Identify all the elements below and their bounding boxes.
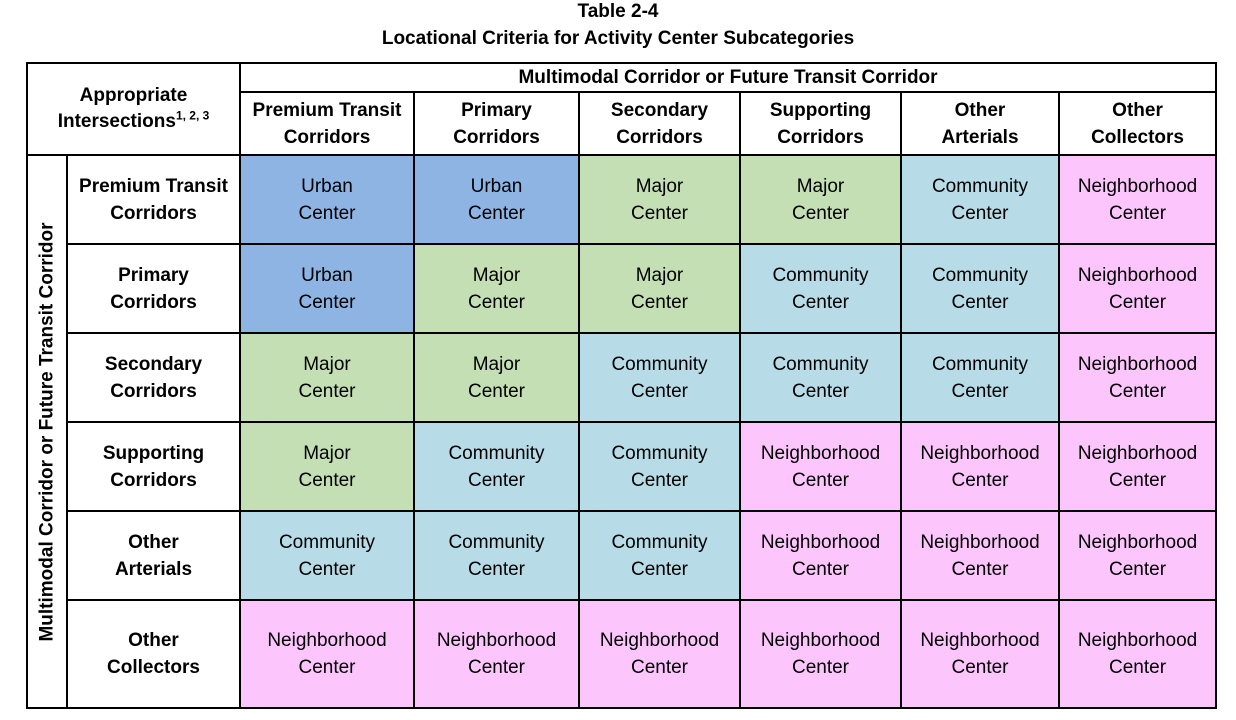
criteria-table bbox=[26, 62, 1217, 709]
column-header bbox=[579, 92, 740, 155]
center-cell-line2: Center bbox=[630, 469, 689, 491]
center-cell-neighborhood bbox=[1059, 244, 1216, 333]
center-cell-neighborhood bbox=[901, 422, 1059, 511]
center-cell-line1: Neighborhood bbox=[920, 442, 1040, 464]
center-cell-line1: Urban bbox=[301, 264, 353, 286]
center-cell-urban bbox=[240, 244, 414, 333]
column-group-header: Multimodal Corridor or Future Transit Corridor bbox=[240, 63, 1216, 92]
center-cell-neighborhood bbox=[1059, 422, 1216, 511]
corner-footnotes: 1, 2, 3 bbox=[175, 108, 210, 123]
center-cell-community bbox=[414, 511, 579, 600]
center-cell-line2: Center bbox=[791, 291, 850, 313]
center-cell-line1: Major bbox=[635, 264, 684, 286]
center-cell-line1: Neighborhood bbox=[760, 442, 881, 464]
center-cell-line2: Center bbox=[467, 380, 526, 402]
center-cell-line2: Center bbox=[630, 291, 689, 313]
center-cell-line2: Center bbox=[467, 291, 526, 313]
row-header bbox=[67, 422, 240, 511]
center-cell-line2: Center bbox=[791, 558, 850, 580]
center-cell-major bbox=[414, 244, 579, 333]
column-header-line2: Collectors bbox=[1091, 126, 1184, 148]
corner-line2 bbox=[28, 109, 239, 135]
row-header bbox=[67, 155, 240, 244]
center-cell-line2: Center bbox=[951, 469, 1009, 491]
center-cell-line1: Major bbox=[303, 442, 351, 464]
center-cell-line2: Center bbox=[951, 657, 1009, 678]
center-cell-line2: Center bbox=[951, 202, 1009, 224]
corner-line2-text: Intersections bbox=[57, 111, 176, 132]
center-cell-urban bbox=[414, 155, 579, 244]
center-cell-neighborhood bbox=[901, 600, 1059, 708]
center-cell-line1: Community bbox=[448, 531, 545, 553]
center-cell-line1: Major bbox=[303, 353, 351, 375]
center-cell-line1: Community bbox=[611, 442, 708, 464]
row-header-line2: Arterials bbox=[114, 558, 193, 580]
column-header-line2: Corridors bbox=[283, 126, 371, 148]
center-cell-line1: Community bbox=[611, 531, 708, 553]
table-row bbox=[27, 244, 1216, 333]
column-header bbox=[740, 92, 901, 155]
center-cell-line2: Center bbox=[467, 469, 526, 491]
corner-line1: Appropriate bbox=[79, 85, 188, 106]
column-header-line2: Corridors bbox=[616, 126, 703, 148]
center-cell-community bbox=[901, 244, 1059, 333]
center-cell-major bbox=[240, 333, 414, 422]
center-cell-line1: Community bbox=[278, 531, 376, 553]
center-cell-neighborhood bbox=[1059, 600, 1216, 708]
table-row bbox=[27, 155, 1216, 244]
center-cell-line2: Center bbox=[791, 469, 850, 491]
center-cell-line1: Community bbox=[611, 353, 708, 375]
center-cell-line2: Center bbox=[298, 202, 356, 224]
column-header bbox=[901, 92, 1059, 155]
corner-header bbox=[27, 63, 240, 155]
row-header-line1: Premium Transit bbox=[79, 175, 228, 197]
center-cell-community bbox=[579, 511, 740, 600]
center-cell-line1: Neighborhood bbox=[1077, 630, 1198, 651]
column-header bbox=[240, 92, 414, 155]
center-cell-line2: Center bbox=[791, 202, 850, 224]
center-cell-neighborhood bbox=[1059, 155, 1216, 244]
center-cell-neighborhood bbox=[1059, 511, 1216, 600]
row-header-line1: Other bbox=[128, 630, 179, 651]
center-cell-urban bbox=[240, 155, 414, 244]
center-cell-major bbox=[579, 155, 740, 244]
center-cell-line2: Center bbox=[951, 380, 1009, 402]
center-cell-line2: Center bbox=[1109, 657, 1167, 678]
column-header-line2: Corridors bbox=[453, 126, 540, 148]
table-row bbox=[27, 600, 1216, 708]
center-cell-line2: Center bbox=[298, 558, 356, 580]
center-cell-community bbox=[901, 333, 1059, 422]
center-cell-line1: Major bbox=[796, 175, 845, 197]
row-header-line2: Corridors bbox=[110, 469, 197, 491]
center-cell-line2: Center bbox=[467, 558, 526, 580]
center-cell-community bbox=[901, 155, 1059, 244]
center-cell-line1: Major bbox=[472, 353, 521, 375]
center-cell-line2: Center bbox=[791, 380, 850, 402]
center-cell-line1: Neighborhood bbox=[760, 531, 881, 553]
center-cell-line1: Neighborhood bbox=[436, 630, 557, 651]
row-header-line2: Collectors bbox=[107, 657, 200, 678]
center-cell-line2: Center bbox=[630, 380, 689, 402]
table-title: Locational Criteria for Activity Center Subcategories bbox=[381, 28, 855, 49]
center-cell-line1: Neighborhood bbox=[920, 630, 1040, 651]
center-cell-line2: Center bbox=[951, 558, 1009, 580]
center-cell-major bbox=[414, 333, 579, 422]
center-cell-neighborhood bbox=[740, 511, 901, 600]
center-cell-line2: Center bbox=[1109, 202, 1167, 224]
center-cell-line1: Urban bbox=[470, 175, 523, 197]
center-cell-line2: Center bbox=[467, 657, 526, 678]
center-cell-line2: Center bbox=[791, 657, 850, 678]
center-cell-major bbox=[579, 244, 740, 333]
table-number: Table 2-4 bbox=[577, 1, 659, 22]
row-header bbox=[67, 244, 240, 333]
column-header-line1: Secondary bbox=[610, 99, 709, 121]
row-header-line2: Corridors bbox=[110, 202, 197, 224]
center-cell-line1: Community bbox=[448, 442, 545, 464]
center-cell-line1: Neighborhood bbox=[1077, 264, 1198, 286]
center-cell-neighborhood bbox=[740, 422, 901, 511]
row-header-line2: Corridors bbox=[110, 291, 197, 313]
center-cell-line1: Neighborhood bbox=[1077, 353, 1198, 375]
row-header-line1: Other bbox=[128, 531, 179, 553]
center-cell-neighborhood bbox=[1059, 333, 1216, 422]
column-header-line1: Premium Transit bbox=[252, 99, 402, 121]
center-cell-line1: Community bbox=[931, 264, 1029, 286]
row-header-line1: Secondary bbox=[104, 353, 203, 375]
row-header-line1: Primary bbox=[118, 264, 189, 286]
row-header bbox=[67, 511, 240, 600]
center-cell-community bbox=[740, 244, 901, 333]
center-cell-line2: Center bbox=[1109, 469, 1167, 491]
column-header-line2: Arterials bbox=[941, 126, 1019, 148]
center-cell-major bbox=[240, 422, 414, 511]
center-cell-line2: Center bbox=[1109, 380, 1167, 402]
center-cell-community bbox=[240, 511, 414, 600]
center-cell-line2: Center bbox=[298, 657, 356, 678]
center-cell-line2: Center bbox=[467, 202, 526, 224]
center-cell-line1: Community bbox=[772, 353, 869, 375]
center-cell-community bbox=[414, 422, 579, 511]
row-header-line1: Supporting bbox=[102, 442, 205, 464]
center-cell-neighborhood bbox=[901, 511, 1059, 600]
center-cell-line2: Center bbox=[951, 291, 1009, 313]
row-header bbox=[67, 600, 240, 708]
center-cell-neighborhood bbox=[414, 600, 579, 708]
column-header bbox=[414, 92, 579, 155]
center-cell-line1: Community bbox=[931, 175, 1029, 197]
center-cell-community bbox=[579, 333, 740, 422]
center-cell-line2: Center bbox=[298, 380, 356, 402]
table-row bbox=[27, 511, 1216, 600]
table-row bbox=[27, 422, 1216, 511]
center-cell-line2: Center bbox=[1109, 291, 1167, 313]
column-header-line1: Primary bbox=[461, 99, 532, 121]
center-cell-line1: Urban bbox=[301, 175, 353, 197]
center-cell-line1: Neighborhood bbox=[1077, 531, 1198, 553]
center-cell-neighborhood bbox=[240, 600, 414, 708]
column-header-line1: Other bbox=[1112, 99, 1163, 121]
center-cell-major bbox=[740, 155, 901, 244]
row-header-line2: Corridors bbox=[110, 380, 197, 402]
center-cell-neighborhood bbox=[579, 600, 740, 708]
center-cell-line2: Center bbox=[298, 469, 356, 491]
center-cell-line2: Center bbox=[630, 202, 689, 224]
center-cell-community bbox=[740, 333, 901, 422]
center-cell-line1: Community bbox=[931, 353, 1029, 375]
center-cell-line1: Neighborhood bbox=[760, 630, 881, 651]
center-cell-line1: Neighborhood bbox=[267, 630, 387, 651]
column-header-line1: Supporting bbox=[769, 99, 872, 121]
center-cell-neighborhood bbox=[740, 600, 901, 708]
center-cell-line1: Community bbox=[772, 264, 869, 286]
row-group-header-text: Multimodal Corridor or Future Transit Corridor bbox=[36, 221, 58, 642]
column-header bbox=[1059, 92, 1216, 155]
column-header-line1: Other bbox=[954, 99, 1006, 121]
center-cell-line1: Neighborhood bbox=[599, 630, 720, 651]
center-cell-line2: Center bbox=[298, 291, 356, 313]
center-cell-line2: Center bbox=[630, 657, 689, 678]
center-cell-community bbox=[579, 422, 740, 511]
center-cell-line2: Center bbox=[630, 558, 689, 580]
center-cell-line1: Major bbox=[635, 175, 684, 197]
center-cell-line1: Neighborhood bbox=[920, 531, 1040, 553]
table-row bbox=[27, 333, 1216, 422]
row-header bbox=[67, 333, 240, 422]
row-group-header bbox=[27, 155, 67, 708]
center-cell-line2: Center bbox=[1109, 558, 1167, 580]
center-cell-line1: Neighborhood bbox=[1077, 175, 1198, 197]
center-cell-line1: Major bbox=[472, 264, 521, 286]
column-header-line2: Corridors bbox=[777, 126, 864, 148]
center-cell-line1: Neighborhood bbox=[1077, 442, 1198, 464]
